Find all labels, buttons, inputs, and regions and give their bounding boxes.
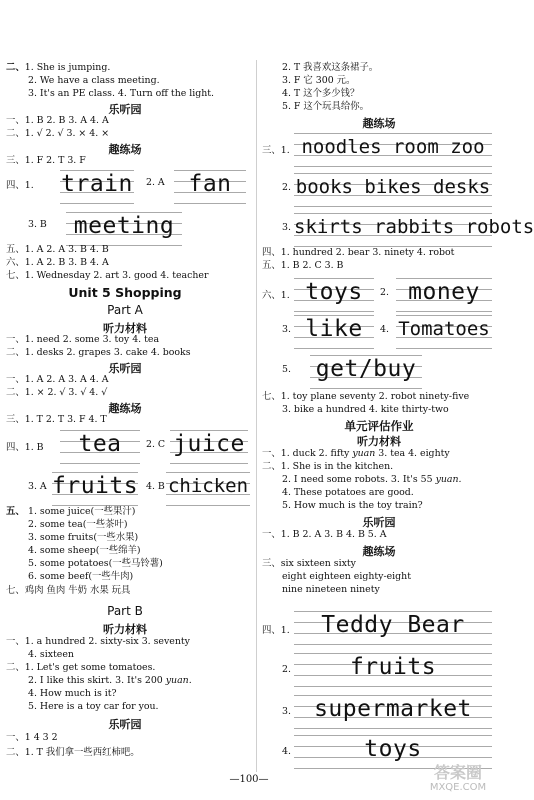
left-s2-line3: 3. It's an PE class. 4. Turn off the light. xyxy=(28,88,215,99)
left-s4-num3: 3. B xyxy=(28,219,47,230)
right-s4-num4: 4. xyxy=(282,746,291,757)
left-r2: 二、1. √ 2. √ 3. × 4. × xyxy=(6,128,110,139)
writing-grid xyxy=(294,611,492,645)
left-r3: 三、1. F 2. T 3. F xyxy=(6,155,86,166)
left-s5-num: 五、 xyxy=(6,506,25,517)
left-s5-item: 6. some beef(一些牛肉) xyxy=(28,571,134,582)
writing-grid xyxy=(396,315,492,349)
handwriting-word: Teddy Bear xyxy=(321,612,465,638)
left-s5-item: 3. some fruits(一些水果) xyxy=(28,532,139,543)
left-b1: 一、1. a hundred 2. sixty-six 3. seventy xyxy=(6,636,190,647)
left-b2c: 4. How much is it? xyxy=(28,688,117,699)
heading-le-ting-yuan-2: 乐听园 xyxy=(108,362,142,375)
left-r1: 一、1. B 2. B 3. A 4. A xyxy=(6,115,109,126)
part-a-title: Part A xyxy=(107,303,143,317)
writing-grid xyxy=(396,278,492,312)
right-c1: 2. T 我喜欢这条裙子。 xyxy=(282,62,379,73)
writing-grid xyxy=(60,170,134,204)
handwriting-word: supermarket xyxy=(314,696,472,722)
heading-qu-lian-chang-r2: 趣练场 xyxy=(362,545,396,558)
left-b4: 二、1. T 我们拿一些西红柿吧。 xyxy=(6,747,140,758)
handwriting-word: toys xyxy=(305,279,363,305)
right-d3: 2. I need some robots. 3. It's 55 yuan. xyxy=(282,474,462,485)
left-s2-line2: 2. We have a class meeting. xyxy=(28,75,160,86)
watermark-logo: 答案圈 xyxy=(433,763,482,782)
right-e1: 三、six sixteen sixty xyxy=(262,558,356,569)
left-s4b-num4: 4. B xyxy=(146,481,165,492)
writing-grid xyxy=(294,173,492,207)
right-d6: 一、1. B 2. A 3. B 4. B 5. A xyxy=(262,529,387,540)
handwriting-word: fan xyxy=(188,171,232,197)
left-b2: 二、1. Let's get some tomatoes. xyxy=(6,662,156,673)
right-c4: 5. F 这个玩具给你。 xyxy=(282,101,370,112)
writing-grid xyxy=(294,213,534,247)
left-s5-item: 1. some juice(一些果汁) xyxy=(28,506,136,517)
handwriting-word: fruits xyxy=(349,654,437,680)
handwriting-word: train xyxy=(61,171,133,197)
writing-grid xyxy=(170,430,248,464)
handwriting-word: skirts rabbits robots xyxy=(294,216,534,238)
right-s6-num: 六、1. xyxy=(262,290,290,301)
page-number: —100— xyxy=(229,774,269,785)
left-s2-line1: 二、1. She is jumping. xyxy=(6,62,111,73)
writing-grid xyxy=(52,472,138,506)
writing-grid xyxy=(66,212,182,246)
left-s4b-num3: 3. A xyxy=(28,481,47,492)
heading-qu-lian-chang-r1: 趣练场 xyxy=(362,117,396,130)
handwriting-word: toys xyxy=(364,736,422,762)
left-a2: 二、1. desks 2. grapes 3. cake 4. books xyxy=(6,347,191,358)
left-s7: 七、鸡肉 鱼肉 牛奶 水果 玩具 xyxy=(6,585,131,596)
left-s4b-num2: 2. C xyxy=(146,439,166,450)
left-s4-num: 四、1. xyxy=(6,180,34,191)
handwriting-word: noodles room zoo xyxy=(301,136,485,158)
right-s4-num3: 3. xyxy=(282,706,291,717)
unit-title: Unit 5 Shopping xyxy=(68,285,182,300)
heading-le-ting-yuan-r: 乐听园 xyxy=(362,516,396,529)
left-s4b-num: 四、1. B xyxy=(6,442,44,453)
left-r7: 七、1. Wednesday 2. art 3. good 4. teacher xyxy=(6,270,209,281)
writing-grid xyxy=(294,133,492,167)
right-s6-num5: 5. xyxy=(282,364,291,375)
right-s3-num3: 3. xyxy=(282,222,291,233)
handwriting-word: like xyxy=(305,316,363,342)
right-s4-num: 四、1. xyxy=(262,625,290,636)
left-a4: 二、1. × 2. √ 3. √ 4. √ xyxy=(6,387,108,398)
right-d4: 4. These potatoes are good. xyxy=(282,487,414,498)
handwriting-word: chicken xyxy=(167,475,249,497)
writing-grid xyxy=(60,430,140,464)
handwriting-word: money xyxy=(408,279,480,305)
writing-grid xyxy=(174,170,246,204)
left-s5-item: 2. some tea(一些茶叶) xyxy=(28,519,128,530)
writing-grid xyxy=(294,315,374,349)
left-a5: 三、1. T 2. T 3. F 4. T xyxy=(6,414,107,425)
right-s6-num3: 3. xyxy=(282,324,291,335)
right-r7a: 七、1. toy plane seventy 2. robot ninety-five xyxy=(262,391,470,402)
heading-qu-lian-chang-1: 趣练场 xyxy=(108,143,142,156)
writing-grid xyxy=(294,653,492,687)
left-s5-item: 4. some sheep(一些绵羊) xyxy=(28,545,141,556)
column-divider xyxy=(256,60,257,772)
right-r7b: 3. bike a hundred 4. kite thirty-two xyxy=(282,404,449,415)
handwriting-word: fruits xyxy=(52,473,139,499)
writing-grid xyxy=(294,278,374,312)
left-b3: 一、1 4 3 2 xyxy=(6,732,58,743)
right-e3: nine nineteen ninety xyxy=(282,584,380,595)
right-s3-num2: 2. xyxy=(282,182,291,193)
watermark xyxy=(420,764,496,798)
right-c3: 4. T 这个多少钱？ xyxy=(282,88,360,99)
heading-qu-lian-chang-2: 趣练场 xyxy=(108,402,142,415)
heading-le-ting-yuan-1: 乐听园 xyxy=(108,103,142,116)
heading-unit-assessment: 单元评估作业 xyxy=(344,419,414,433)
heading-listening-material-1: 听力材料 xyxy=(103,322,147,335)
heading-listening-material-r: 听力材料 xyxy=(357,435,401,448)
writing-grid xyxy=(310,355,422,389)
right-d5: 5. How much is the toy train? xyxy=(282,500,423,511)
handwriting-word: Tomatoes xyxy=(398,318,490,340)
writing-grid xyxy=(294,695,492,729)
left-b1b: 4. sixteen xyxy=(28,649,74,660)
handwriting-word: tea xyxy=(78,431,122,457)
right-e2: eight eighteen eighty-eight xyxy=(282,571,411,582)
handwriting-word: meeting xyxy=(73,213,175,239)
right-s4-num2: 2. xyxy=(282,664,291,675)
left-s5-item: 5. some potatoes(一些马铃薯) xyxy=(28,558,163,569)
right-d1: 一、1. duck 2. fifty yuan 3. tea 4. eighty xyxy=(262,448,450,459)
writing-grid xyxy=(166,472,250,506)
left-a1: 一、1. need 2. some 3. toy 4. tea xyxy=(6,334,160,345)
right-c2: 3. F 它 300 元。 xyxy=(282,75,356,86)
right-d2: 二、1. She is in the kitchen. xyxy=(262,461,394,472)
handwriting-word: books bikes desks xyxy=(295,176,491,198)
heading-le-ting-yuan-3: 乐听园 xyxy=(108,718,142,731)
left-r6: 六、1. A 2. B 3. B 4. A xyxy=(6,257,109,268)
right-s6-num2: 2. xyxy=(380,287,389,298)
left-r5: 五、1. A 2. A 3. B 4. B xyxy=(6,244,109,255)
handwriting-word: get/buy xyxy=(315,356,417,382)
watermark-url: MXQE.COM xyxy=(429,782,487,793)
part-b-title: Part B xyxy=(107,604,143,618)
left-b2d: 5. Here is a toy car for you. xyxy=(28,701,159,712)
handwriting-word: juice xyxy=(173,431,245,457)
left-s4-num2: 2. A xyxy=(146,177,165,188)
right-r5: 五、1. B 2. C 3. B xyxy=(262,260,344,271)
right-s6-num4: 4. xyxy=(380,324,389,335)
left-a3: 一、1. A 2. A 3. A 4. A xyxy=(6,374,109,385)
right-r4: 四、1. hundred 2. bear 3. ninety 4. robot xyxy=(262,247,455,258)
heading-listening-material-2: 听力材料 xyxy=(103,623,147,636)
right-s3-num: 三、1. xyxy=(262,145,290,156)
left-b2b: 2. I like this skirt. 3. It's 200 yuan. xyxy=(28,675,192,686)
